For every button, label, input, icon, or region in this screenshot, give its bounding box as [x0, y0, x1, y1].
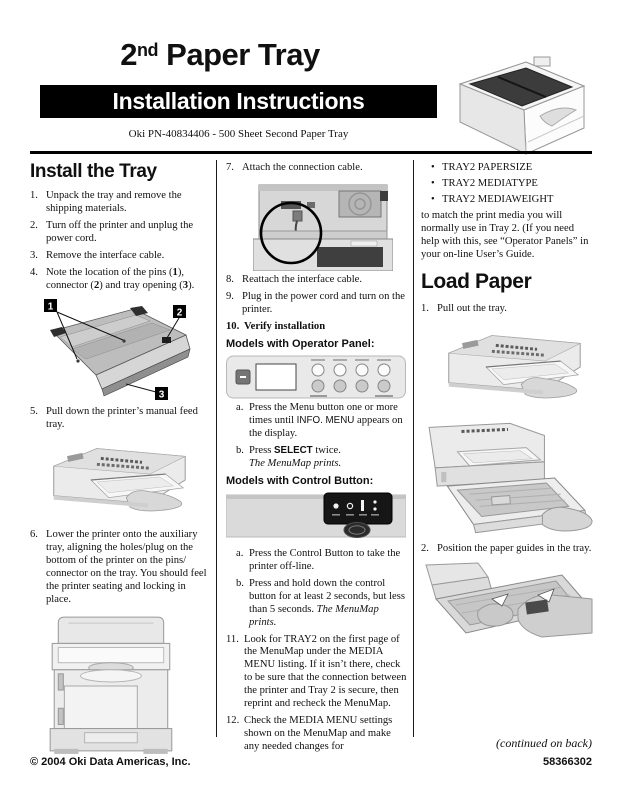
substep-text: Press the Control Button to take the printer off-line.: [249, 548, 401, 572]
step-number: 2.: [421, 542, 429, 554]
media-menu-item: [431, 194, 594, 207]
install-step-12: [226, 715, 407, 754]
step-text: Look for TRAY2 on the first page of the MenuMap under the MEDIA MENU listing. If it isn’t there, check to be sure that the connection between the printer and Tray 2 is secure, then reprint and recheck the MenuMap.: [244, 633, 407, 710]
paper-guides-illustration: [421, 561, 593, 645]
install-step-6: [30, 529, 212, 607]
column-verify: [226, 162, 407, 758]
substep-text-part: Press and hold down the control button for at least 2 seconds, but less than 5 seconds.: [249, 577, 405, 615]
printer-pull-tray-illustration: [435, 321, 590, 411]
media-menu-item: [431, 178, 594, 191]
step-text: [46, 267, 212, 293]
install-step-1: [30, 190, 212, 216]
operator-panel-illustration: [226, 354, 406, 400]
install-step-5: [30, 406, 212, 432]
callout-3-label: 3: [158, 389, 165, 401]
continued-note: (continued on back): [496, 736, 592, 750]
install-heading: Install the Tray: [30, 161, 157, 182]
step-number: 1.: [30, 190, 38, 202]
control-substep-a: [236, 548, 407, 574]
media-menu-item-label: TRAY2 PAPERSIZE: [442, 162, 533, 173]
step-number: 11.: [226, 633, 239, 645]
copyright-notice: © 2004 Oki Data Americas, Inc.: [30, 756, 191, 768]
step-text: Plug in the power cord and turn on the printer.: [242, 290, 405, 315]
substep-text-part: twice.: [312, 444, 341, 456]
step-number: 2.: [30, 220, 38, 232]
column-install: [30, 160, 212, 761]
column-load-paper: [421, 162, 594, 645]
control-substep-b: [236, 578, 407, 630]
load-step-1: [421, 303, 594, 316]
substep-letter: b.: [236, 577, 244, 589]
substep-text-part: Press: [249, 444, 275, 456]
control-button-illustration: [226, 491, 406, 545]
printer-rear-cable-illustration: [253, 179, 393, 271]
title-ordinal: nd: [137, 40, 159, 60]
substep-text: [249, 578, 407, 630]
step-text: Reattach the interface cable.: [242, 273, 362, 285]
install-step-4: [30, 267, 212, 293]
control-button-heading: Models with Control Button:: [226, 474, 374, 487]
step-number: 3.: [30, 249, 38, 261]
step-text: Turn off the printer and unplug the power cord.: [46, 220, 194, 244]
substep-text-part: Press the Menu button one or more times until: [249, 402, 398, 426]
install-step-9: [226, 291, 407, 317]
title-rest: Paper Tray: [158, 37, 320, 72]
bullet-icon: •: [431, 177, 435, 189]
media-settings-note: to match the print media you will normally use in Tray 2. (If you need help with this, see “Operator Panels” in your on-line User’s Guide.: [421, 209, 589, 260]
step-number: 12.: [226, 715, 240, 727]
column-divider-right: [413, 160, 414, 737]
install-step-3: [30, 250, 212, 263]
install-step-11: [226, 634, 407, 712]
step-text: Verify installation: [244, 320, 326, 332]
select-key-label: SELECT: [274, 444, 313, 456]
display-readout-text: INFO. MENU: [296, 414, 355, 426]
step-number: 6.: [30, 529, 38, 541]
step-text: Check the MEDIA MENU settings shown on the MenuMap and make any needed changes for: [244, 715, 393, 752]
bullet-icon: •: [431, 193, 435, 205]
load-paper-heading: Load Paper: [421, 270, 532, 294]
operator-panel-heading: Models with Operator Panel:: [226, 337, 375, 350]
step-number: 7.: [226, 162, 234, 173]
printer-on-tray-front-illustration: [44, 611, 182, 761]
step-number: 8.: [226, 273, 234, 285]
result-note: The MenuMap prints.: [249, 457, 342, 469]
media-menu-item: [431, 162, 594, 175]
step-text-part: ), connector (: [46, 266, 184, 291]
step-text: Lower the printer onto the auxiliary tray, aligning the holes/plug on the bottom of the printer on the pins/ connector on the tray. You should feel the printer seating and locking in place.: [46, 529, 207, 606]
callout-1-label: 1: [47, 301, 54, 313]
step-text: Remove the interface cable.: [46, 249, 165, 261]
step-text-part: ) and tray opening (: [99, 279, 183, 291]
result-note: The MenuMap prints.: [249, 603, 379, 628]
media-menu-item-label: TRAY2 MEDIAWEIGHT: [442, 193, 554, 205]
column-divider-left: [216, 160, 217, 737]
printer-tray-open-illustration: [421, 419, 593, 537]
printer-manual-feed-illustration: [40, 435, 195, 523]
part-number: 58366302: [543, 756, 592, 768]
step-number: 10.: [226, 320, 240, 332]
callout-ref-3: 3: [182, 279, 189, 291]
step-number: 4.: [30, 266, 38, 278]
step-text: Unpack the tray and remove the shipping materials.: [46, 190, 182, 215]
substep-text-part: appears on the display.: [249, 414, 403, 439]
step-number: 9.: [226, 290, 234, 302]
substep-letter: a.: [236, 402, 244, 414]
step-text: Attach the connection cable.: [242, 162, 363, 173]
install-step-7: [226, 162, 407, 175]
install-step-8: [226, 274, 407, 287]
callout-2-label: 2: [176, 307, 183, 319]
paper-tray-product-illustration: [448, 54, 595, 160]
title-number: 2: [120, 37, 138, 72]
callout-ref-2: 2: [93, 279, 100, 291]
load-step-2: [421, 543, 594, 556]
substep-text: [249, 445, 407, 471]
step-text: Pull out the tray.: [437, 303, 507, 315]
substep-letter: a.: [236, 548, 244, 560]
header-rule: [30, 151, 592, 154]
step-text-part: Note the location of the pins (: [46, 266, 173, 278]
media-menu-item-label: TRAY2 MEDIATYPE: [442, 177, 538, 189]
page-title: [40, 36, 400, 74]
bullet-icon: •: [431, 162, 435, 173]
step-text-part: ).: [188, 279, 195, 291]
install-step-10: [226, 321, 407, 334]
substep-text: [249, 402, 407, 441]
step-number: 1.: [421, 303, 429, 315]
banner-title: Installation Instructions: [40, 85, 437, 118]
substep-letter: b.: [236, 444, 244, 456]
operator-substep-a: [236, 402, 407, 441]
operator-substep-b: [236, 445, 407, 471]
product-subtitle: Oki PN-40834406 - 500 Sheet Second Paper Tray: [128, 128, 349, 140]
callout-ref-1: 1: [172, 266, 178, 278]
install-step-2: [30, 220, 212, 246]
tray-pins-connector-illustration: [38, 297, 196, 403]
step-number: 5.: [30, 405, 38, 417]
step-text: Position the paper guides in the tray.: [437, 542, 592, 554]
step-text: Pull down the printer’s manual feed tray.: [46, 405, 198, 430]
